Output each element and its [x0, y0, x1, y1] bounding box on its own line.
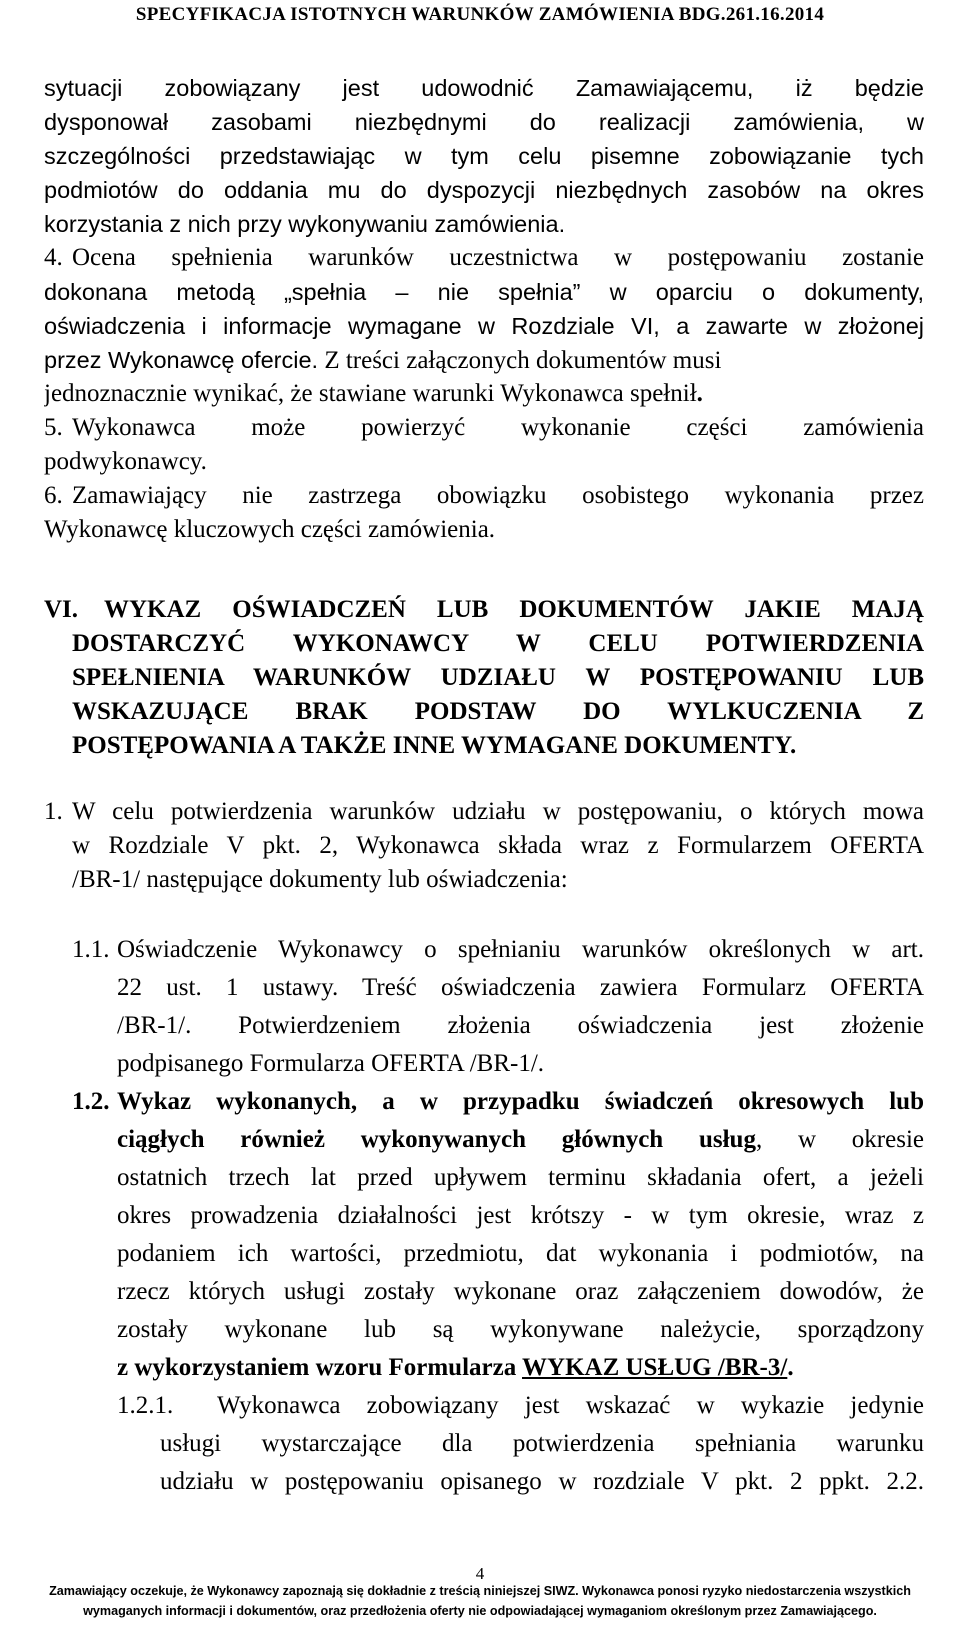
list-item-line: W celu potwierdzenia warunków udziału w postępowaniu, o których mowa: [72, 798, 924, 825]
list-item-line: ostatnich trzech lat przed upływem terminu składania ofert, a jeżeli: [117, 1164, 924, 1191]
list-item-line: jednoznacznie wynikać, że stawiane warunki Wykonawca spełnił.: [44, 380, 703, 407]
paragraph-line: sytuacji zobowiązany jest udowodnić Zamawiającemu, iż będzie: [44, 75, 924, 101]
list-number: 1.1.: [72, 936, 110, 963]
list-item-line: przez Wykonawcę ofercie. Z treści załączonych dokumentów musi: [44, 347, 722, 374]
list-item-line: /BR-1/. Potwierdzeniem złożenia oświadczenia jest złożenie: [117, 1012, 924, 1039]
list-item-line: ciągłych również wykonywanych głównych usług, w okresie: [117, 1126, 924, 1153]
paragraph-line: podmiotów do oddania mu do dyspozycji niezbędnych zasobów na okres: [44, 177, 924, 203]
list-item-line: dokonana metodą „spełnia – nie spełnia” w oparciu o dokumenty,: [44, 279, 924, 305]
list-item-line: Wykonawca może powierzyć wykonanie części zamówienia: [72, 414, 924, 441]
list-item-line: oświadczenia i informacje wymagane w Rozdziale VI, a zawarte w złożonej: [44, 313, 924, 339]
list-item-line: Zamawiający nie zastrzega obowiązku osobistego wykonania przez: [72, 482, 924, 509]
list-item-line: Wykonawca zobowiązany jest wskazać w wykazie jedynie: [217, 1392, 924, 1419]
footer-line: wymaganych informacji i dokumentów, oraz przedłożenia oferty nie odpowiadającej wymaganiom określonym przez Zamawiającego.: [83, 1604, 877, 1618]
section-heading-line: DOSTARCZYĆ WYKONAWCY W CELU POTWIERDZENIA: [72, 630, 924, 657]
list-item-line: podpisanego Formularza OFERTA /BR-1/.: [117, 1050, 545, 1077]
page-header: SPECYFIKACJA ISTOTNYCH WARUNKÓW ZAMÓWIENIA BDG.261.16.2014: [135, 4, 825, 25]
list-number: 1.: [44, 798, 63, 825]
list-item-line: rzecz których usługi zostały wykonane oraz załączeniem dowodów, że: [117, 1278, 924, 1305]
list-item-line: podaniem ich wartości, przedmiotu, dat wykonania i podmiotów, na: [117, 1240, 924, 1267]
list-number: 1.2.1.: [117, 1392, 174, 1419]
form-reference: WYKAZ USŁUG /BR-3/: [522, 1354, 788, 1381]
section-number: VI.: [44, 596, 79, 623]
list-item-line: Wykonawcę kluczowych części zamówienia.: [44, 516, 496, 543]
list-item-line: w Rozdziale V pkt. 2, Wykonawca składa wraz z Formularzem OFERTA: [72, 832, 924, 859]
footer-line: Zamawiający oczekuje, że Wykonawcy zapoznają się dokładnie z treścią niniejszej SIWZ. Wykonawca ponosi ryzyko niedostarczenia wszystkich: [49, 1584, 911, 1598]
list-item-line: podwykonawcy.: [44, 448, 207, 475]
list-item-line: z wykorzystaniem wzoru Formularza WYKAZ USŁUG /BR-3/.: [117, 1354, 794, 1381]
list-number: 4.: [44, 244, 63, 271]
list-item-line: 22 ust. 1 ustawy. Treść oświadczenia zawiera Formularz OFERTA: [117, 974, 924, 1001]
list-number: 1.2.: [72, 1088, 110, 1115]
list-item-line: udziału w postępowaniu opisanego w rozdziale V pkt. 2 ppkt. 2.2.: [160, 1468, 924, 1495]
list-item-line: okres prowadzenia działalności jest krótszy - w tym okresie, wraz z: [117, 1202, 924, 1229]
paragraph-line: szczególności przedstawiając w tym celu pisemne zobowiązanie tych: [44, 143, 924, 169]
list-item-line: Oświadczenie Wykonawcy o spełnianiu warunków określonych w art.: [117, 936, 924, 963]
list-item-line: Wykaz wykonanych, a w przypadku świadczeń okresowych lub: [117, 1088, 924, 1115]
list-number: 6.: [44, 482, 63, 509]
section-heading-line: WYKAZ OŚWIADCZEŃ LUB DOKUMENTÓW JAKIE MAJĄ: [104, 596, 924, 623]
list-item-line: zostały wykonane lub są wykonywane należycie, sporządzony: [117, 1316, 924, 1343]
section-heading-line: SPEŁNIENIA WARUNKÓW UDZIAŁU W POSTĘPOWANIU LUB: [72, 664, 924, 691]
section-heading-line: POSTĘPOWANIA A TAKŻE INNE WYMAGANE DOKUMENTY.: [72, 732, 797, 759]
list-item-line: /BR-1/ następujące dokumenty lub oświadczenia:: [72, 866, 568, 893]
page-number: 4: [475, 1564, 485, 1583]
section-heading-line: WSKAZUJĄCE BRAK PODSTAW DO WYLKUCZENIA Z: [72, 698, 924, 725]
list-number: 5.: [44, 414, 63, 441]
list-item-line: Ocena spełnienia warunków uczestnictwa w postępowaniu zostanie: [72, 244, 924, 271]
list-item-line: usługi wystarczające dla potwierdzenia spełniania warunku: [160, 1430, 924, 1457]
paragraph-line: dysponował zasobami niezbędnymi do realizacji zamówienia, w: [44, 109, 924, 135]
paragraph-line: korzystania z nich przy wykonywaniu zamówienia.: [44, 211, 566, 237]
